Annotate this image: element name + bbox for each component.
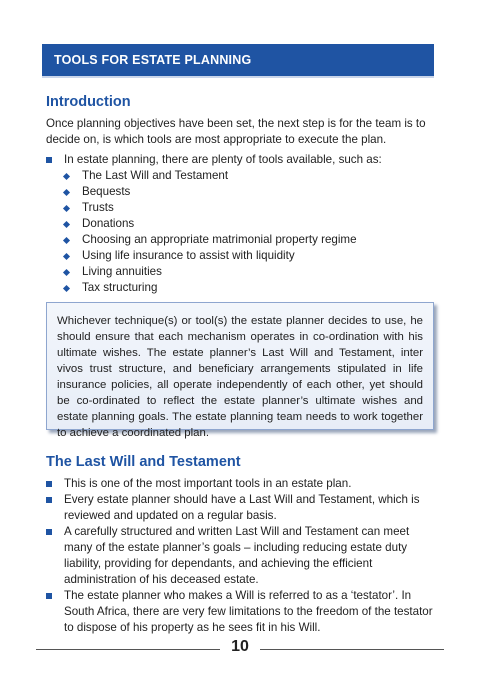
callout-text: Whichever technique(s) or tool(s) the estate planner decides to use, he should ensure that each mechanism operates in co-ordination with his ultimate wishes. The estate planner’s Last Will and Testament, inter vivos trust structure, and beneficiary arrangements stipulated in life insurance policies, all operate independently of each other, yet should be co-ordinated to reflect the estate planner’s ultimate wishes and estate planning goals. The estate planning team needs to work together to achieve a coordinated plan.	[57, 315, 423, 439]
tool-item: Bequests	[64, 184, 130, 200]
tool-item: Choosing an appropriate matrimonial property regime	[64, 232, 357, 248]
square-bullet-icon	[46, 529, 52, 535]
will-bullet: Every estate planner should have a Last Will and Testament, which is reviewed and updated on a regular basis.	[46, 492, 436, 524]
tools-intro-bullet	[46, 152, 436, 168]
tool-item: Using life insurance to assist with liquidity	[64, 248, 295, 264]
intro-paragraph: Once planning objectives have been set, the next step is for the team is to decide on, is which tools are most appropriate to execute the plan.	[46, 117, 426, 146]
square-bullet-icon	[46, 593, 52, 599]
will-heading: The Last Will and Testament	[46, 454, 241, 470]
page-footer	[36, 636, 444, 662]
will-bullet: A carefully structured and written Last Will and Testament can meet many of the estate planner’s goals – including reducing estate duty liability, providing for dependants, and achieving the efficient administration of his deceased estate.	[46, 524, 436, 588]
tool-item: Living annuities	[64, 264, 162, 280]
page-number: 10	[231, 638, 249, 655]
intro-heading: Introduction	[46, 94, 131, 110]
square-bullet-icon	[46, 481, 52, 487]
tool-item: The Last Will and Testament	[64, 168, 228, 184]
square-bullet-icon	[46, 157, 52, 163]
will-bullet: This is one of the most important tools in an estate plan.	[46, 476, 436, 492]
footer-rule-right	[260, 649, 444, 650]
will-bullet: The estate planner who makes a Will is referred to as a ‘testator’. In South Africa, there are very few limitations to the freedom of the testator to dispose of his property as he sees fit in his Will.	[46, 588, 436, 636]
tool-item: Tax structuring	[64, 280, 157, 296]
square-bullet-icon	[46, 497, 52, 503]
section-banner: TOOLS FOR ESTATE PLANNING	[42, 44, 434, 76]
tool-item: Trusts	[64, 200, 114, 216]
callout-box	[46, 302, 434, 439]
bullet-text: In estate planning, there are plenty of tools available, such as:	[64, 153, 382, 166]
tool-item: Donations	[64, 216, 134, 232]
